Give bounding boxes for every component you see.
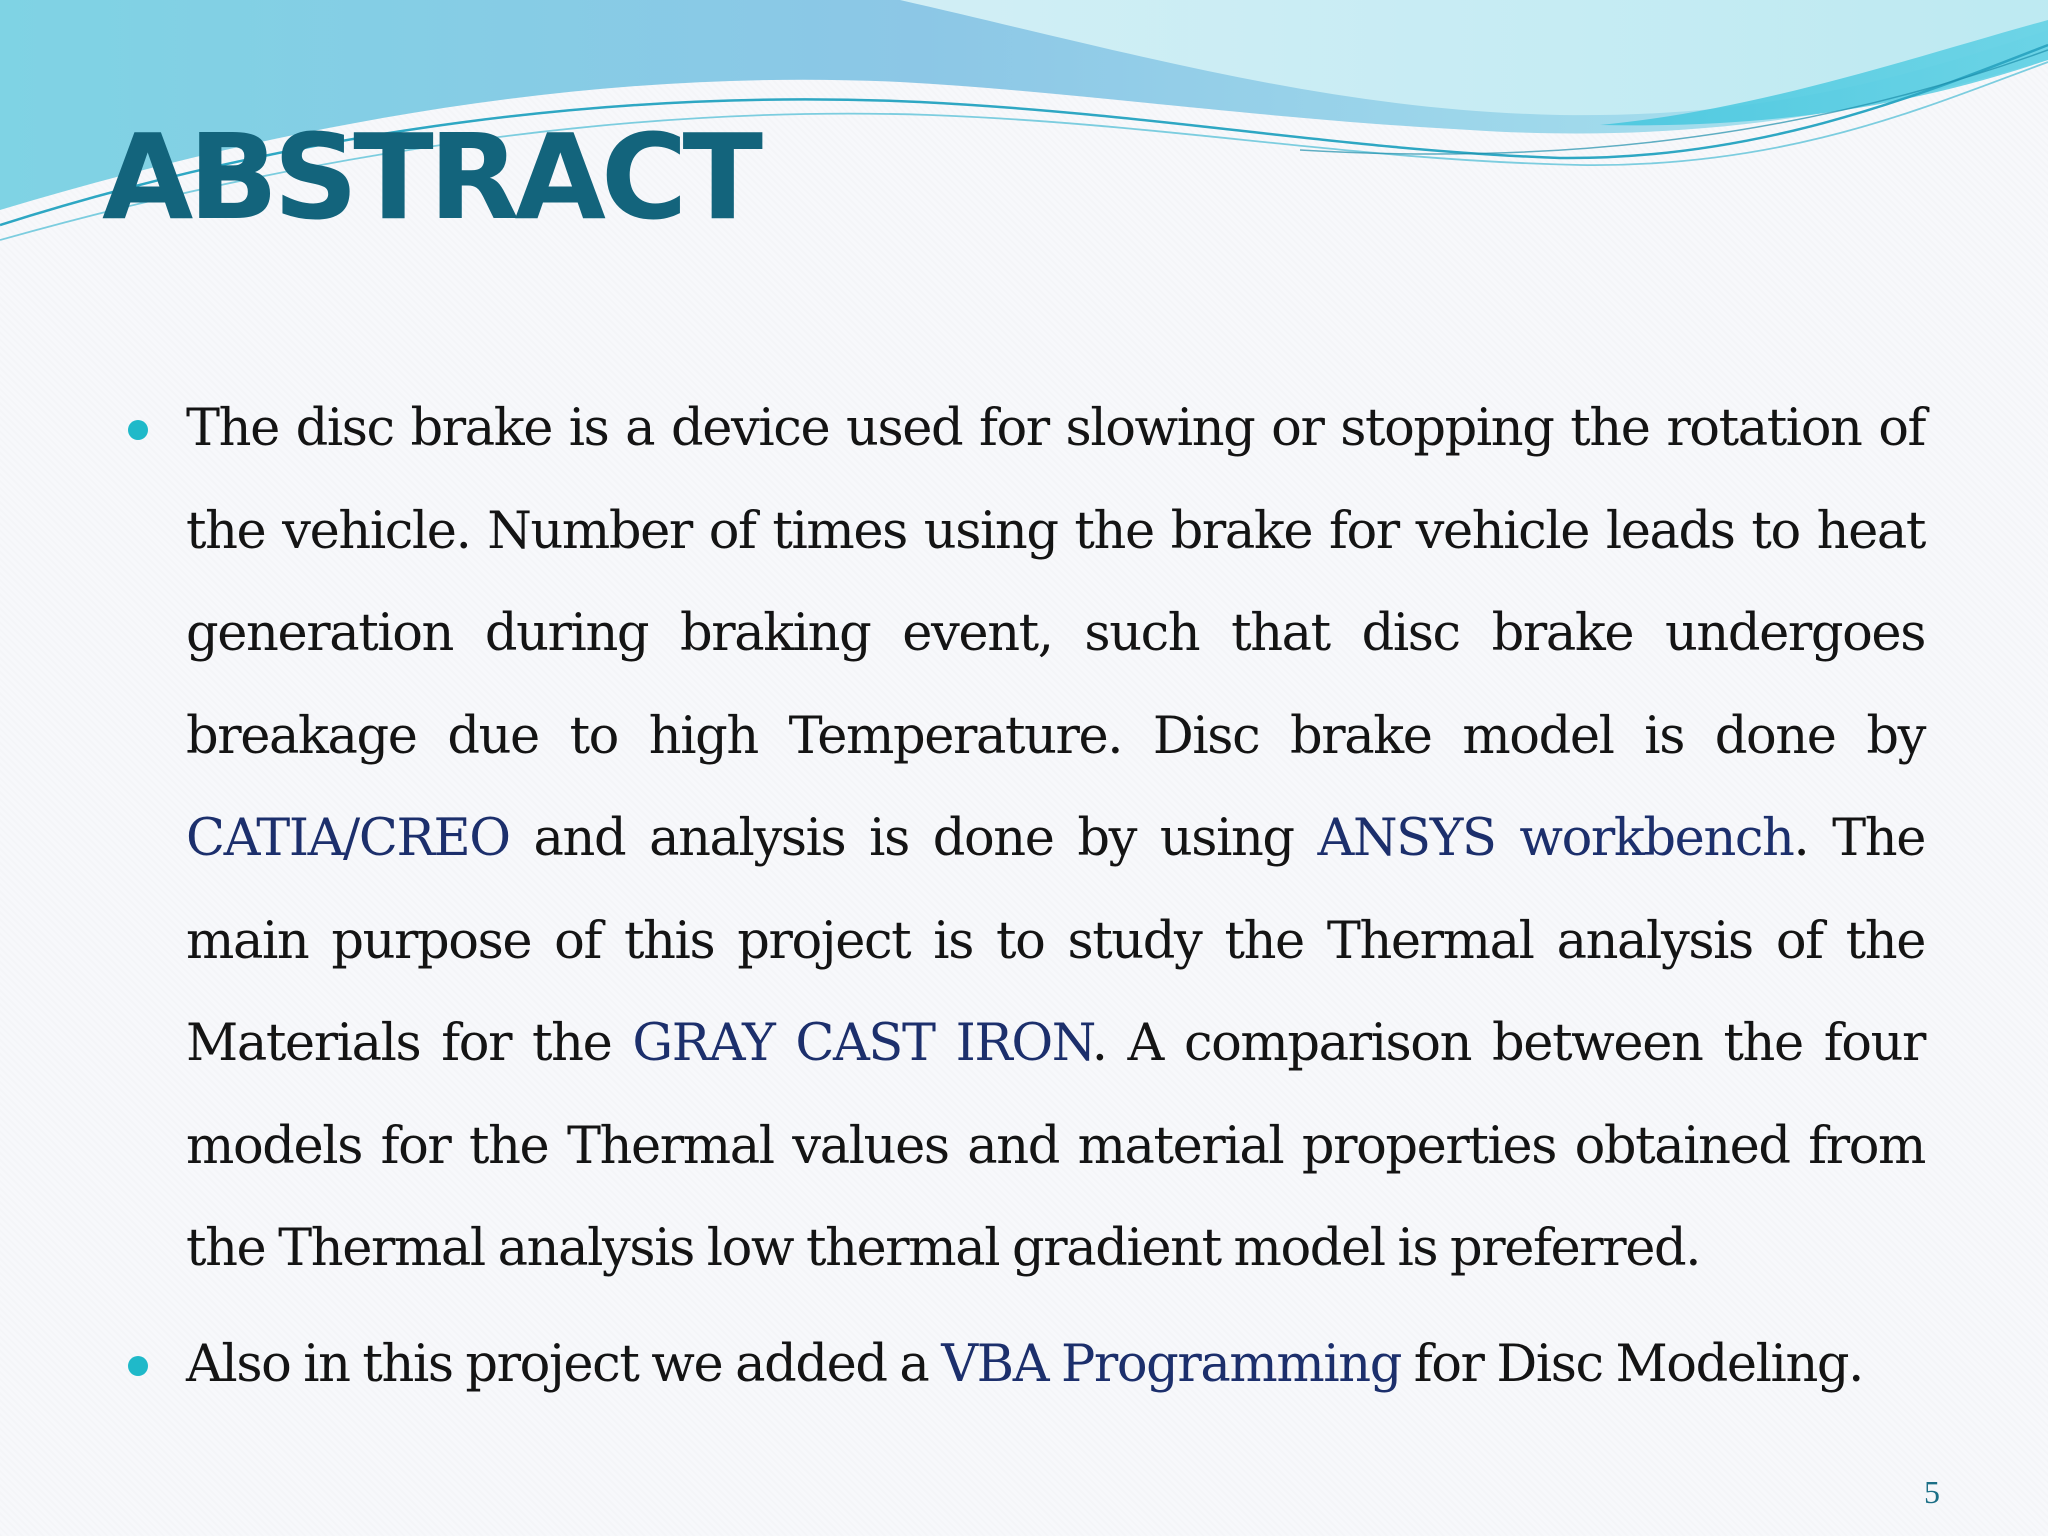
page-number: 5 <box>1924 1474 1940 1510</box>
slide-title: ABSTRACT <box>102 108 759 246</box>
bullet-1-text-3: . The main purpose of this project is to study the Thermal analysis of the Materials for the <box>186 809 1926 1073</box>
bullet-1-text-4: . A comparison between the four models for the Thermal values and material properties obtained from the Thermal analysis low thermal gradient model is preferred. <box>186 1014 1925 1278</box>
bullet-1-highlight-ansys: ANSYS workbench <box>1317 809 1794 868</box>
bullet-2-highlight-vba: VBA Programming <box>941 1334 1401 1394</box>
bullet-1-text-2: and analysis is done by using <box>509 809 1318 868</box>
bullet-1-text-1: The disc brake is a device used for slowing or stopping the rotation of the vehicle. Number of times using the brake for vehicle leads to heat generation during braking event, such that disc brake undergoes breakage due to high Temperature. Disc brake model is done by <box>186 399 1925 766</box>
bullet-2-text-1: Also in this project we added a <box>186 1334 942 1394</box>
bullet-dot-icon <box>128 1356 148 1376</box>
bullet-1-highlight-catia-creo: CATIA/CREO <box>186 809 510 868</box>
bullet-item-1 <box>120 378 1925 1301</box>
bullet-list <box>120 378 1925 1416</box>
bullet-item-2 <box>120 1314 1925 1417</box>
bullet-1-highlight-gray-cast-iron: GRAY CAST IRON <box>632 1014 1092 1073</box>
bullet-dot-icon <box>128 420 148 440</box>
bullet-2-text-2: for Disc Modeling. <box>1400 1334 1863 1394</box>
